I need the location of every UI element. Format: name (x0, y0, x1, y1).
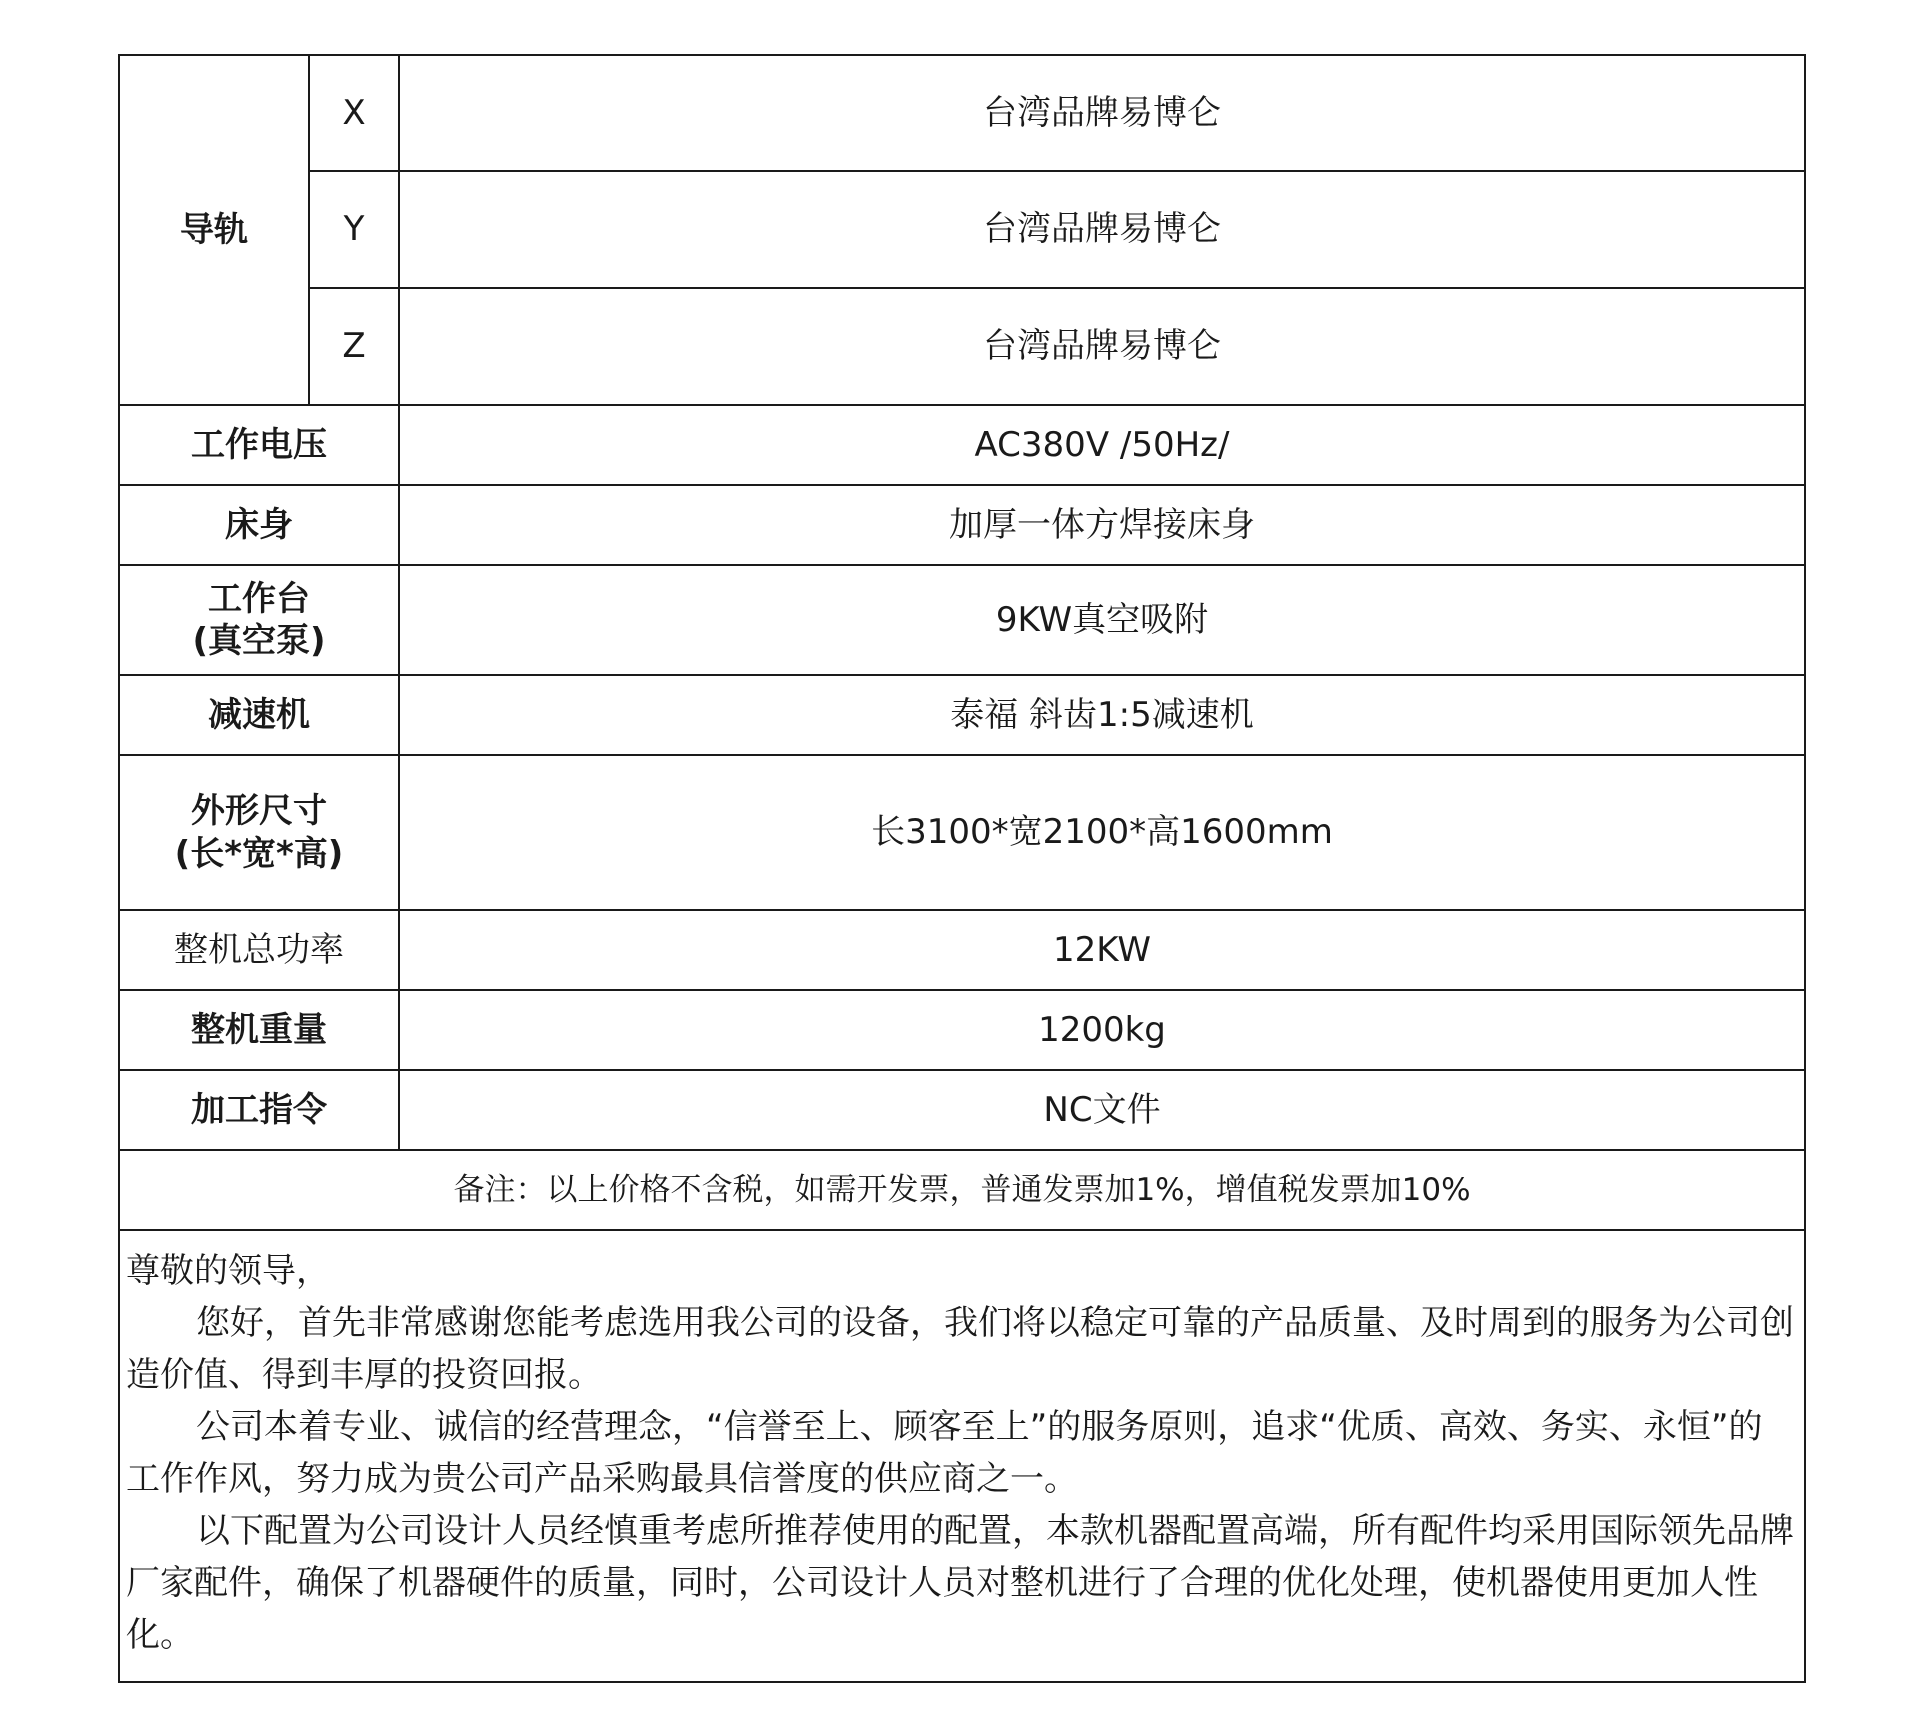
table-row-total-power (119, 910, 1805, 990)
total-power-value: 12KW (399, 910, 1805, 990)
table-row-guide-z (119, 288, 1805, 405)
cover-letter (119, 1230, 1805, 1682)
table-row-bed (119, 485, 1805, 565)
table-row-dimensions (119, 755, 1805, 910)
table-row-guide-x (119, 55, 1805, 171)
worktable-label-line2: (真空泵) (192, 621, 326, 661)
table-row-instruction (119, 1070, 1805, 1150)
letter-paragraph-2: 公司本着专业、诚信的经营理念，“信誉至上、顾客至上”的服务原则，追求“优质、高效、务实、永恒”的工作作风，努力成为贵公司产品采购最具信誉度的供应商之一。 (126, 1407, 1763, 1499)
axis-y-label: Y (309, 171, 399, 288)
reducer-value: 泰福 斜齿1:5减速机 (399, 675, 1805, 755)
axis-y-value: 台湾品牌易博仑 (399, 171, 1805, 288)
dimensions-label (119, 755, 399, 910)
price-note: 备注：以上价格不含税，如需开发票，普通发票加1%，增值税发票加10% (119, 1150, 1805, 1230)
reducer-label: 减速机 (119, 675, 399, 755)
axis-x-label: X (309, 55, 399, 171)
weight-label: 整机重量 (119, 990, 399, 1070)
worktable-power: 9KW (995, 599, 1073, 640)
letter-greeting: 尊敬的领导， (126, 1251, 330, 1291)
total-power-label: 整机总功率 (119, 910, 399, 990)
spec-table (118, 54, 1806, 1683)
letter-paragraph-3: 以下配置为公司设计人员经慎重考虑所推荐使用的配置，本款机器配置高端，所有配件均采用国际领先品牌厂家配件，确保了机器硬件的质量，同时，公司设计人员对整机进行了合理的优化处理，使机器使用更加人性化。 (126, 1511, 1794, 1655)
table-row-weight (119, 990, 1805, 1070)
worktable-label-line1: 工作台 (208, 578, 310, 619)
axis-x-value: 台湾品牌易博仑 (399, 55, 1805, 171)
voltage-label: 工作电压 (119, 405, 399, 485)
table-row-note (119, 1150, 1805, 1230)
bed-value: 加厚一体方焊接床身 (399, 485, 1805, 565)
table-row-letter (119, 1230, 1805, 1682)
worktable-label (119, 565, 399, 675)
instruction-label: 加工指令 (119, 1070, 399, 1150)
instruction-value: NC文件 (399, 1070, 1805, 1150)
weight-value: 1200kg (399, 990, 1805, 1070)
dimensions-label-line2: (长*宽*高) (174, 833, 344, 874)
guide-rail-label: 导轨 (119, 55, 309, 405)
letter-paragraph-1: 您好，首先非常感谢您能考虑选用我公司的设备，我们将以稳定可靠的产品质量、及时周到的服务为公司创造价值、得到丰厚的投资回报。 (126, 1303, 1794, 1395)
voltage-value: AC380V /50Hz/ (399, 405, 1805, 485)
dimensions-label-line1: 外形尺寸 (191, 791, 327, 831)
table-row-guide-y (119, 171, 1805, 288)
worktable-vacuum-text: 真空吸附 (1072, 599, 1209, 640)
dimensions-value: 长3100*宽2100*高1600mm (399, 755, 1805, 910)
bed-label: 床身 (119, 485, 399, 565)
axis-z-value: 台湾品牌易博仑 (399, 288, 1805, 405)
worktable-value (399, 565, 1805, 675)
table-row-voltage (119, 405, 1805, 485)
table-row-reducer (119, 675, 1805, 755)
table-row-worktable (119, 565, 1805, 675)
axis-z-label: Z (309, 288, 399, 405)
